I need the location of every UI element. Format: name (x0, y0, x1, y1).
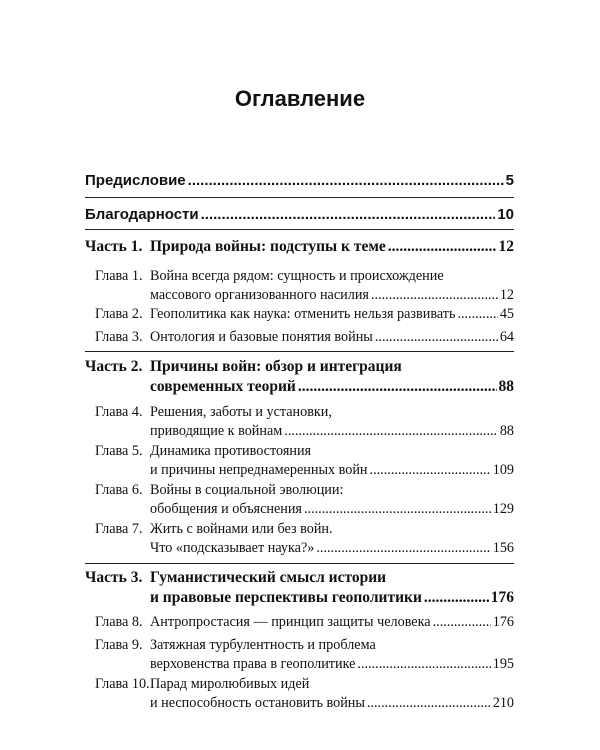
leader-dots (298, 378, 497, 396)
divider (85, 563, 514, 564)
leader-dots (357, 656, 490, 673)
toc-page-number: 156 (492, 540, 514, 556)
leader-dots (316, 540, 490, 557)
chapter-title: обобщения и объяснения (150, 501, 302, 517)
toc-page-number: 88 (498, 378, 514, 395)
chapter-title: Геополитика как наука: отменить нельзя развивать (150, 306, 456, 322)
chapter-title: Что «подсказывает наука?» (150, 540, 315, 556)
leader-dots (304, 501, 491, 518)
part-title-line (150, 378, 514, 396)
chapter-title: массового организованного насилия (150, 287, 369, 303)
divider (85, 351, 514, 352)
part-label: Часть 3. (85, 569, 143, 586)
leader-dots (388, 238, 497, 256)
chapter-title-line: Динамика противостояния (150, 443, 312, 459)
chapter-title: верховенства права в геополитике (150, 656, 356, 672)
leader-dots (201, 206, 496, 223)
chapter-title: Онтология и базовые понятия войны (150, 329, 373, 345)
toc-page-number: 176 (490, 589, 514, 606)
leader-dots (371, 287, 498, 304)
leader-dots (188, 172, 504, 189)
part-label: Часть 2. (85, 358, 143, 375)
chapter-title-line (150, 462, 514, 479)
divider (85, 229, 514, 230)
toc-page-number: 64 (499, 329, 514, 345)
toc-entry-preface[interactable] (85, 172, 514, 189)
part-title: Природа войны: подступы к теме (150, 238, 386, 255)
leader-dots (375, 329, 498, 346)
chapter-title-line: Войны в социальной эволюции: (150, 482, 344, 498)
chapter-label: Глава 2. (95, 306, 143, 322)
chapter-title-line: Жить с войнами или без войн. (150, 521, 333, 537)
part-title: современных теорий (150, 378, 296, 395)
chapter-label: Глава 10. (95, 676, 150, 692)
chapter-label: Глава 8. (95, 614, 143, 630)
leader-dots (284, 423, 498, 440)
toc-page-number: 12 (499, 287, 514, 303)
part-label: Часть 1. (85, 238, 143, 255)
chapter-title-line (150, 329, 514, 346)
chapter-title-line (150, 423, 514, 440)
part-title: Причины войн: обзор и интеграция (150, 358, 402, 375)
chapter-title-line (150, 306, 514, 323)
chapter-title-line: Парад миролюбивых идей (150, 676, 310, 692)
chapter-label: Глава 7. (95, 521, 143, 537)
toc-page-number: 176 (492, 614, 514, 630)
toc-page-number: 109 (492, 462, 514, 478)
chapter-title-line (150, 501, 514, 518)
toc-page-number: 195 (492, 656, 514, 672)
part-title-line (150, 238, 514, 256)
part-title: и правовые перспективы геополитики (150, 589, 422, 606)
chapter-title: Антропростасия — принцип защиты человека (150, 614, 431, 630)
chapter-label: Глава 4. (95, 404, 143, 420)
chapter-title-line (150, 614, 514, 631)
leader-dots (370, 462, 491, 479)
chapter-title-line (150, 656, 514, 673)
toc-page-number: 45 (499, 306, 514, 322)
toc-page-number: 210 (492, 695, 514, 711)
part-title: Гуманистический смысл истории (150, 569, 387, 586)
chapter-label: Глава 9. (95, 637, 143, 653)
divider (85, 197, 514, 198)
toc-page-number: 12 (498, 238, 514, 255)
chapter-title-line: Затяжная турбулентность и проблема (150, 637, 376, 653)
chapter-label: Глава 1. (95, 268, 143, 284)
toc-entry-thanks[interactable] (85, 206, 514, 223)
chapter-label: Глава 3. (95, 329, 143, 345)
chapter-title-line: Война всегда рядом: сущность и происхождение (150, 268, 444, 284)
leader-dots (424, 589, 489, 607)
chapter-title-line (150, 695, 514, 712)
toc-page-number: 5 (505, 172, 514, 189)
toc-page-number: 10 (497, 206, 514, 223)
chapter-title-line (150, 540, 514, 557)
leader-dots (433, 614, 491, 631)
chapter-title-line: Решения, заботы и установки, (150, 404, 332, 420)
toc-entry-title: Благодарности (85, 206, 199, 223)
part-title-line (150, 589, 514, 607)
chapter-title: и неспособность остановить войны (150, 695, 365, 711)
chapter-title: приводящие к войнам (150, 423, 283, 439)
toc-entry-title: Предисловие (85, 172, 186, 189)
leader-dots (457, 306, 497, 323)
chapter-title-line (150, 287, 514, 304)
chapter-title: и причины непреднамеренных войн (150, 462, 368, 478)
leader-dots (367, 695, 491, 712)
toc-page-number: 129 (492, 501, 514, 517)
chapter-label: Глава 6. (95, 482, 143, 498)
chapter-label: Глава 5. (95, 443, 143, 459)
page-title: Оглавление (234, 86, 366, 111)
toc-page-number: 88 (499, 423, 514, 439)
